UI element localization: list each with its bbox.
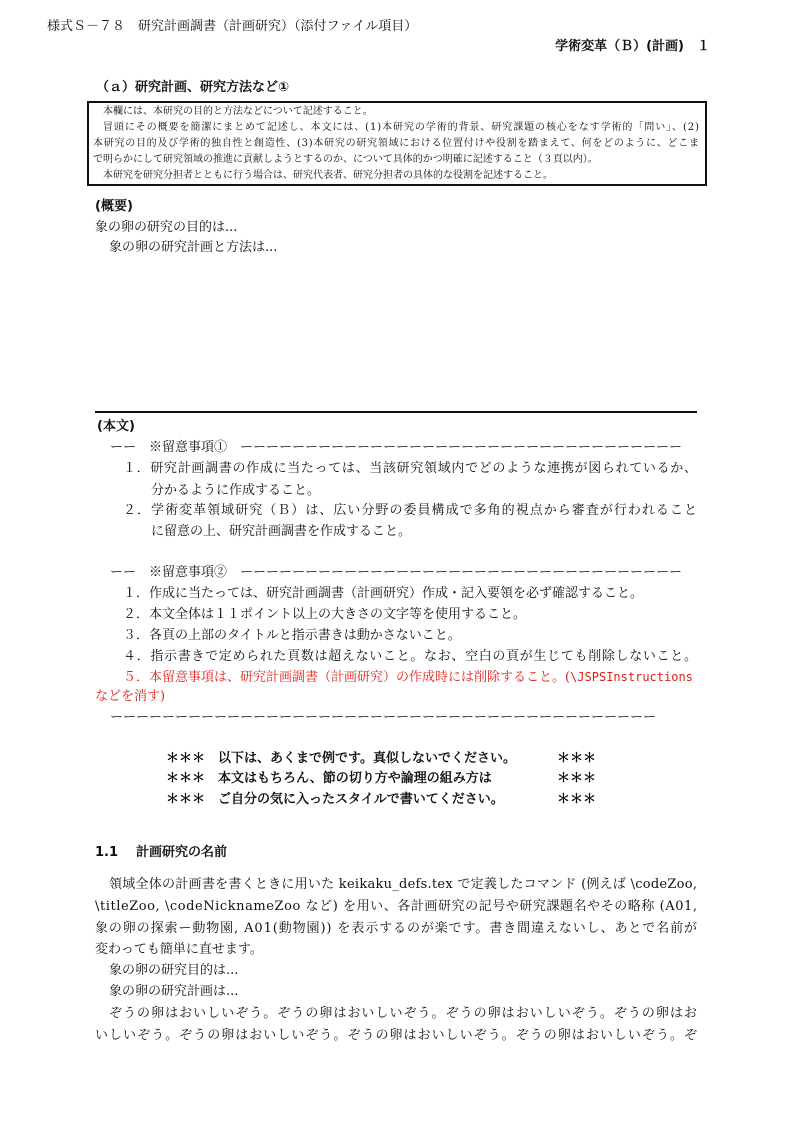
paragraph-line: 変わっても簡単に直せます。 [95,942,263,957]
paragraph-line: いしいぞう。ぞうの卵はおいしいぞう。ぞうの卵はおいしいぞう。ぞうの卵はおいしいぞう。ぞ [95,1028,699,1043]
note5-text: ５．本留意事項は、研究計画調書（計画研究）の作成時には削除すること。( [123,670,571,685]
example-note-stars: ＊＊＊ [557,792,597,807]
summary-line: 象の卵の研究の目的は... [95,220,238,235]
closing-rule: ーーーーーーーーーーーーーーーーーーーーーーーーーーーーーーーーーーーーーーーーーー [110,710,657,725]
paragraph-line: 象の卵の探索ー動物園, A01(動物園)) を表示するのが楽です。書き間違えないし、あとで名前が [95,921,698,936]
section-title: 計画研究の名前 [136,845,228,860]
note5-code: \JSPSInstructions [570,670,693,684]
note1-header: ーー ※留意事項① ーーーーーーーーーーーーーーーーーーーーーーーーーーーーーーーーーー [110,440,683,455]
instruction-line: で明らかにして研究領域の推進に貢献しようとするのか、について具体的かつ明確に記述すること（３頁以内）。 [93,154,598,165]
paragraph-line: 象の卵の研究目的は... [109,963,239,978]
example-note: ＊＊＊ ご自分の気に入ったスタイルで書いてください。 [166,792,504,807]
note-item: １．研究計画調書の作成に当たっては、当該研究領域内でどのような連携が図られているか、 [123,461,698,476]
note-item: ３．各頁の上部のタイトルと指示書きは動かさないこと。 [123,628,461,643]
instruction-line: 冒頭にその概要を簡潔にまとめて記述し、本文には、(1)本研究の学術的背景、研究課題の核心をなす学術的「問い」、(2) [103,122,700,133]
section-a-heading: （ａ）研究計画、研究方法など① [96,80,290,95]
note-item: １．作成に当たっては、研究計画調書（計画研究）作成・記入要領を必ず確認すること。 [123,586,644,601]
note-item: ４．指示書きで定められた頁数は超えないこと。なお、空白の頁が生じても削除しないこと。 [123,649,698,664]
summary-line: 象の卵の研究計画と方法は... [109,240,278,255]
divider [95,411,697,413]
note-item: 分かるように作成すること。 [151,483,321,498]
instruction-line: 本研究を研究分担者とともに行う場合は、研究代表者、研究分担者の具体的な役割を記述すること。 [103,170,553,181]
instruction-line: 本欄には、本研究の目的と方法などについて記述すること。 [103,106,373,117]
example-note: ＊＊＊ 以下は、あくまで例です。真似しないでください。 [166,751,516,766]
note2-header: ーー ※留意事項② ーーーーーーーーーーーーーーーーーーーーーーーーーーーーーーーーーー [110,565,683,580]
summary-label: (概要) [95,199,133,214]
note5-continuation: などを消す) [95,689,166,704]
paragraph-line: \titleZoo, \codeNicknameZoo など) を用い、各計画研究の記号や研究課題名やその略称 (A01, [95,899,698,914]
note-item: ２．本文全体は１１ポイント以上の大きさの文字等を使用すること。 [123,607,527,622]
example-note: ＊＊＊ 本文はもちろん、節の切り方や論理の組み方は [166,771,492,786]
note-item: ２．学術変革領域研究（Ｂ）は、広い分野の委員構成で多角的視点から審査が行われること [123,503,699,518]
paragraph-line: 象の卵の研究計画は... [109,984,239,999]
example-note-stars: ＊＊＊ [557,771,597,786]
category-label: 学術変革（Ｂ）(計画) １ [555,39,710,54]
form-title: 様式Ｓ－７８ 研究計画調書（計画研究）（添付ファイル項目） [47,19,418,34]
paragraph-line: 領域全体の計画書を書くときに用いた keikaku_defs.tex で定義したコマンド (例えば \codeZoo, [109,877,698,892]
instruction-box [87,101,707,186]
section-number: 1.1 [95,845,119,860]
note-item: に留意の上、研究計画調書を作成すること。 [151,524,412,539]
instruction-line: 本研究の目的及び学術的独自性と創造性、(3)本研究の研究領域における位置付けや役割を踏まえて、何をどのように、どこま [93,138,700,149]
body-label: (本文) [97,419,135,434]
note-item-red [123,668,693,687]
paragraph-line: ぞうの卵はおいしいぞう。ぞうの卵はおいしいぞう。ぞうの卵はおいしいぞう。ぞうの卵はお [109,1006,699,1021]
example-note-stars: ＊＊＊ [557,751,597,766]
